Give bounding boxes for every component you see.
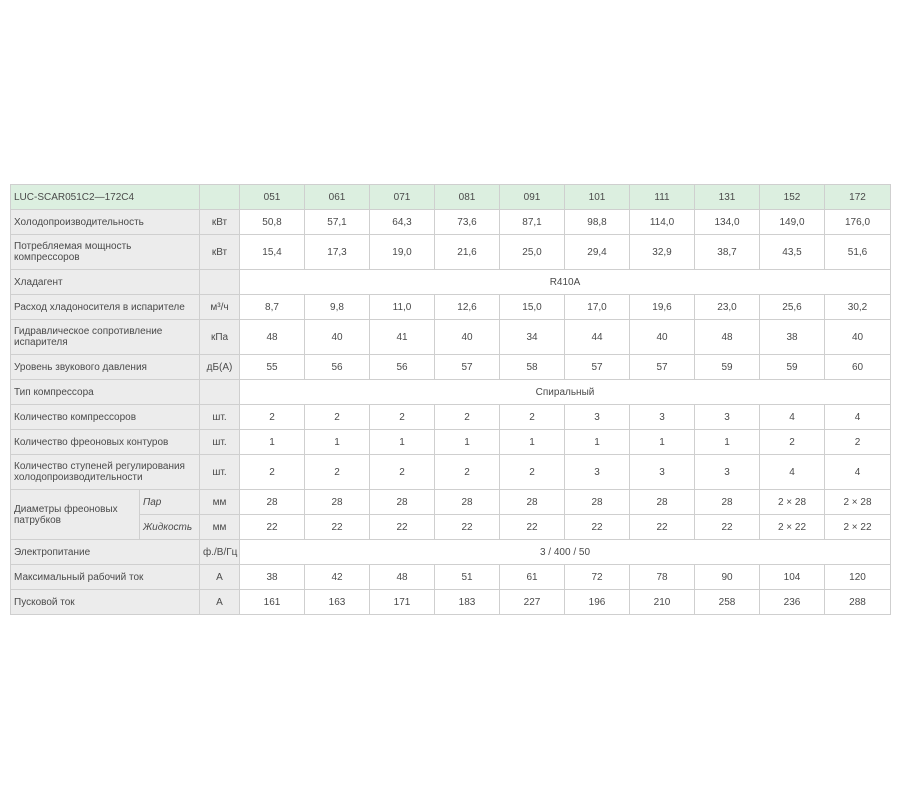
value-cell: 42 — [305, 565, 370, 590]
value-cell: 2 — [370, 405, 435, 430]
value-cell: 1 — [500, 430, 565, 455]
spec-table — [10, 184, 891, 615]
model-header: 101 — [565, 185, 630, 210]
value-cell: 120 — [825, 565, 891, 590]
sub-param-label: Жидкость — [140, 515, 200, 540]
model-header: 172 — [825, 185, 891, 210]
param-label: Уровень звукового давления — [11, 355, 200, 380]
value-cell: 2 — [500, 405, 565, 430]
value-cell: 22 — [695, 515, 760, 540]
value-cell: 114,0 — [630, 210, 695, 235]
value-cell: 163 — [305, 590, 370, 615]
value-cell: 17,3 — [305, 235, 370, 270]
value-cell: 44 — [565, 320, 630, 355]
row-evaporator-resistance — [11, 320, 891, 355]
value-cell: 38,7 — [695, 235, 760, 270]
param-label: Количество фреоновых контуров — [11, 430, 200, 455]
value-cell: 3 — [695, 455, 760, 490]
unit-cell: дБ(А) — [200, 355, 240, 380]
value-cell: 40 — [825, 320, 891, 355]
value-cell: 19,6 — [630, 295, 695, 320]
value-cell: 2 — [435, 405, 500, 430]
value-cell: 87,1 — [500, 210, 565, 235]
value-cell: 161 — [240, 590, 305, 615]
value-cell: 56 — [370, 355, 435, 380]
unit-cell: А — [200, 565, 240, 590]
param-label: Пусковой ток — [11, 590, 200, 615]
value-cell: 2 — [500, 455, 565, 490]
unit-cell: кВт — [200, 235, 240, 270]
param-label: Тип компрессора — [11, 380, 200, 405]
value-cell: 40 — [305, 320, 370, 355]
unit-cell: шт. — [200, 455, 240, 490]
value-cell: 55 — [240, 355, 305, 380]
merged-value-cell: 3 / 400 / 50 — [240, 540, 891, 565]
value-cell: 236 — [760, 590, 825, 615]
value-cell: 2 — [305, 455, 370, 490]
value-cell: 50,8 — [240, 210, 305, 235]
value-cell: 4 — [825, 455, 891, 490]
value-cell: 104 — [760, 565, 825, 590]
param-label: Холодопроизводительность — [11, 210, 200, 235]
value-cell: 2 — [305, 405, 370, 430]
row-compressor-power — [11, 235, 891, 270]
value-cell: 22 — [500, 515, 565, 540]
value-cell: 57 — [630, 355, 695, 380]
value-cell: 60 — [825, 355, 891, 380]
model-header: 071 — [370, 185, 435, 210]
value-cell: 48 — [240, 320, 305, 355]
value-cell: 57,1 — [305, 210, 370, 235]
value-cell: 171 — [370, 590, 435, 615]
row-max-current — [11, 565, 891, 590]
value-cell: 28 — [565, 490, 630, 515]
value-cell: 2 — [760, 430, 825, 455]
value-cell: 2 — [240, 455, 305, 490]
value-cell: 134,0 — [695, 210, 760, 235]
value-cell: 15,0 — [500, 295, 565, 320]
unit-cell: ф./В/Гц — [200, 540, 240, 565]
row-cooling-capacity — [11, 210, 891, 235]
unit-cell: кВт — [200, 210, 240, 235]
value-cell: 28 — [435, 490, 500, 515]
value-cell: 40 — [435, 320, 500, 355]
unit-cell: м³/ч — [200, 295, 240, 320]
value-cell: 2 — [825, 430, 891, 455]
value-cell: 73,6 — [435, 210, 500, 235]
param-label: Расход хладоносителя в испарителе — [11, 295, 200, 320]
value-cell: 149,0 — [760, 210, 825, 235]
param-label: Максимальный рабочий ток — [11, 565, 200, 590]
sub-param-label: Пар — [140, 490, 200, 515]
value-cell: 19,0 — [370, 235, 435, 270]
row-pipe-diameters-liquid — [11, 515, 891, 540]
value-cell: 1 — [565, 430, 630, 455]
value-cell: 2 — [370, 455, 435, 490]
value-cell: 25,0 — [500, 235, 565, 270]
header-row — [11, 185, 891, 210]
value-cell: 51 — [435, 565, 500, 590]
value-cell: 38 — [760, 320, 825, 355]
value-cell: 183 — [435, 590, 500, 615]
param-label: Диаметры фреоновых патрубков — [11, 490, 140, 540]
value-cell: 90 — [695, 565, 760, 590]
value-cell: 2 × 22 — [825, 515, 891, 540]
value-cell: 1 — [695, 430, 760, 455]
value-cell: 4 — [760, 455, 825, 490]
value-cell: 3 — [565, 405, 630, 430]
value-cell: 22 — [565, 515, 630, 540]
value-cell: 3 — [630, 455, 695, 490]
value-cell: 2 × 22 — [760, 515, 825, 540]
unit-cell: А — [200, 590, 240, 615]
model-header: 111 — [630, 185, 695, 210]
param-label: Количество компрессоров — [11, 405, 200, 430]
value-cell: 15,4 — [240, 235, 305, 270]
param-label: Электропитание — [11, 540, 200, 565]
model-header: 152 — [760, 185, 825, 210]
value-cell: 2 — [435, 455, 500, 490]
value-cell: 57 — [435, 355, 500, 380]
value-cell: 25,6 — [760, 295, 825, 320]
value-cell: 176,0 — [825, 210, 891, 235]
value-cell: 56 — [305, 355, 370, 380]
unit-cell — [200, 380, 240, 405]
value-cell: 3 — [565, 455, 630, 490]
value-cell: 1 — [240, 430, 305, 455]
param-label: Гидравлическое сопротивление испарителя — [11, 320, 200, 355]
value-cell: 78 — [630, 565, 695, 590]
value-cell: 28 — [500, 490, 565, 515]
value-cell: 2 × 28 — [760, 490, 825, 515]
value-cell: 58 — [500, 355, 565, 380]
model-header: 061 — [305, 185, 370, 210]
value-cell: 21,6 — [435, 235, 500, 270]
model-header: 091 — [500, 185, 565, 210]
value-cell: 210 — [630, 590, 695, 615]
value-cell: 3 — [630, 405, 695, 430]
row-compressor-type — [11, 380, 891, 405]
value-cell: 4 — [825, 405, 891, 430]
value-cell: 4 — [760, 405, 825, 430]
value-cell: 28 — [630, 490, 695, 515]
value-cell: 43,5 — [760, 235, 825, 270]
value-cell: 28 — [695, 490, 760, 515]
table-title: LUC-SCAR051C2—172C4 — [11, 185, 200, 210]
value-cell: 9,8 — [305, 295, 370, 320]
row-power-supply — [11, 540, 891, 565]
row-refrigerant — [11, 270, 891, 295]
value-cell: 22 — [370, 515, 435, 540]
unit-cell: мм — [200, 515, 240, 540]
merged-value-cell: R410A — [240, 270, 891, 295]
value-cell: 288 — [825, 590, 891, 615]
value-cell: 17,0 — [565, 295, 630, 320]
model-header: 131 — [695, 185, 760, 210]
value-cell: 227 — [500, 590, 565, 615]
value-cell: 48 — [370, 565, 435, 590]
value-cell: 28 — [240, 490, 305, 515]
value-cell: 12,6 — [435, 295, 500, 320]
row-circuit-count — [11, 430, 891, 455]
value-cell: 3 — [695, 405, 760, 430]
param-label: Количество ступеней регулирования холодопроизводительности — [11, 455, 200, 490]
value-cell: 48 — [695, 320, 760, 355]
value-cell: 28 — [305, 490, 370, 515]
model-header: 051 — [240, 185, 305, 210]
row-capacity-steps — [11, 455, 891, 490]
value-cell: 41 — [370, 320, 435, 355]
unit-cell: мм — [200, 490, 240, 515]
row-pipe-diameters-vapor — [11, 490, 891, 515]
value-cell: 34 — [500, 320, 565, 355]
value-cell: 22 — [630, 515, 695, 540]
value-cell: 258 — [695, 590, 760, 615]
value-cell: 32,9 — [630, 235, 695, 270]
value-cell: 22 — [305, 515, 370, 540]
value-cell: 28 — [370, 490, 435, 515]
value-cell: 38 — [240, 565, 305, 590]
row-starting-current — [11, 590, 891, 615]
value-cell: 1 — [435, 430, 500, 455]
model-header: 081 — [435, 185, 500, 210]
value-cell: 1 — [305, 430, 370, 455]
unit-cell: шт. — [200, 405, 240, 430]
value-cell: 1 — [370, 430, 435, 455]
value-cell: 57 — [565, 355, 630, 380]
value-cell: 196 — [565, 590, 630, 615]
value-cell: 22 — [435, 515, 500, 540]
param-label: Хладагент — [11, 270, 200, 295]
value-cell: 72 — [565, 565, 630, 590]
value-cell: 29,4 — [565, 235, 630, 270]
value-cell: 1 — [630, 430, 695, 455]
value-cell: 59 — [695, 355, 760, 380]
row-coolant-flow — [11, 295, 891, 320]
value-cell: 61 — [500, 565, 565, 590]
row-sound-pressure — [11, 355, 891, 380]
param-label: Потребляемая мощность компрессоров — [11, 235, 200, 270]
unit-cell: кПа — [200, 320, 240, 355]
merged-value-cell: Спиральный — [240, 380, 891, 405]
value-cell: 2 — [240, 405, 305, 430]
value-cell: 59 — [760, 355, 825, 380]
value-cell: 30,2 — [825, 295, 891, 320]
header-unit-cell — [200, 185, 240, 210]
value-cell: 51,6 — [825, 235, 891, 270]
value-cell: 8,7 — [240, 295, 305, 320]
value-cell: 2 × 28 — [825, 490, 891, 515]
unit-cell — [200, 270, 240, 295]
unit-cell: шт. — [200, 430, 240, 455]
value-cell: 22 — [240, 515, 305, 540]
value-cell: 23,0 — [695, 295, 760, 320]
value-cell: 11,0 — [370, 295, 435, 320]
value-cell: 64,3 — [370, 210, 435, 235]
row-compressor-count — [11, 405, 891, 430]
value-cell: 98,8 — [565, 210, 630, 235]
value-cell: 40 — [630, 320, 695, 355]
